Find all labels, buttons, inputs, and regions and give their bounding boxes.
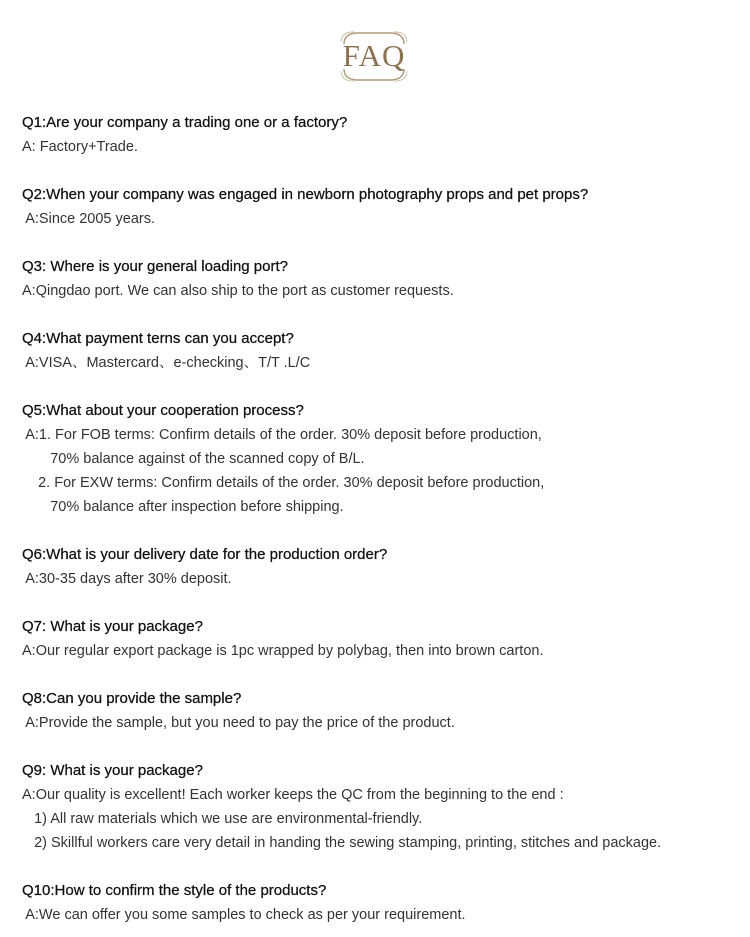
faq-spacer <box>22 663 737 687</box>
faq-answer-line: 1) All raw materials which we use are environmental-friendly. <box>22 811 423 827</box>
faq-question: Q8:Can you provide the sample? <box>22 690 242 707</box>
page-title: FAQ <box>342 38 406 73</box>
faq-answer: A:VISA、Mastercard、e-checking、T/T .L/C <box>22 355 311 371</box>
faq-item-9 <box>22 759 737 855</box>
faq-spacer <box>22 519 737 543</box>
faq-item-1 <box>22 111 737 159</box>
faq-spacer <box>22 231 737 255</box>
faq-answer-line: A:Our quality is excellent! Each worker keeps the QC from the beginning to the end : <box>22 787 564 803</box>
faq-question: Q2:When your company was engaged in newborn photography props and pet props? <box>22 186 589 203</box>
faq-item-7 <box>22 615 737 663</box>
faq-spacer <box>22 591 737 615</box>
faq-spacer <box>22 375 737 399</box>
faq-item-3 <box>22 255 737 303</box>
faq-question: Q4:What payment terns can you accept? <box>22 330 294 347</box>
faq-list <box>22 111 737 927</box>
faq-question: Q6:What is your delivery date for the production order? <box>22 546 388 563</box>
faq-answer-line: A:1. For FOB terms: Confirm details of the order. 30% deposit before production, <box>22 427 542 443</box>
faq-answer: A:Provide the sample, but you need to pay the price of the product. <box>22 715 455 731</box>
faq-item-4 <box>22 327 737 375</box>
faq-item-5 <box>22 399 737 519</box>
faq-answer: A: Factory+Trade. <box>22 139 138 155</box>
faq-item-10 <box>22 879 737 927</box>
faq-question: Q10:How to confirm the style of the products? <box>22 882 327 899</box>
faq-question: Q9: What is your package? <box>22 762 203 779</box>
faq-item-6 <box>22 543 737 591</box>
faq-spacer <box>22 303 737 327</box>
faq-spacer <box>22 159 737 183</box>
faq-question: Q7: What is your package? <box>22 618 203 635</box>
faq-question: Q5:What about your cooperation process? <box>22 402 304 419</box>
faq-header-badge <box>336 31 412 82</box>
faq-answer: A:Since 2005 years. <box>22 211 155 227</box>
faq-answer: A:Our regular export package is 1pc wrapped by polybag, then into brown carton. <box>22 643 544 659</box>
faq-spacer <box>22 735 737 759</box>
faq-answer-line: 2) Skillful workers care very detail in handing the sewing stamping, printing, stitches and package. <box>22 835 662 851</box>
faq-answer: A:We can offer you some samples to check as per your requirement. <box>22 907 466 923</box>
faq-spacer <box>22 855 737 879</box>
faq-question: Q1:Are your company a trading one or a factory? <box>22 114 348 131</box>
faq-answer-line: 70% balance after inspection before shipping. <box>22 499 344 515</box>
faq-item-2 <box>22 183 737 231</box>
faq-answer-line: 70% balance against of the scanned copy of B/L. <box>22 451 365 467</box>
faq-answer: A:30-35 days after 30% deposit. <box>22 571 232 587</box>
faq-question: Q3: Where is your general loading port? <box>22 258 288 275</box>
faq-item-8 <box>22 687 737 735</box>
faq-answer: A:Qingdao port. We can also ship to the port as customer requests. <box>22 283 454 299</box>
faq-answer-line: 2. For EXW terms: Confirm details of the order. 30% deposit before production, <box>22 475 545 491</box>
